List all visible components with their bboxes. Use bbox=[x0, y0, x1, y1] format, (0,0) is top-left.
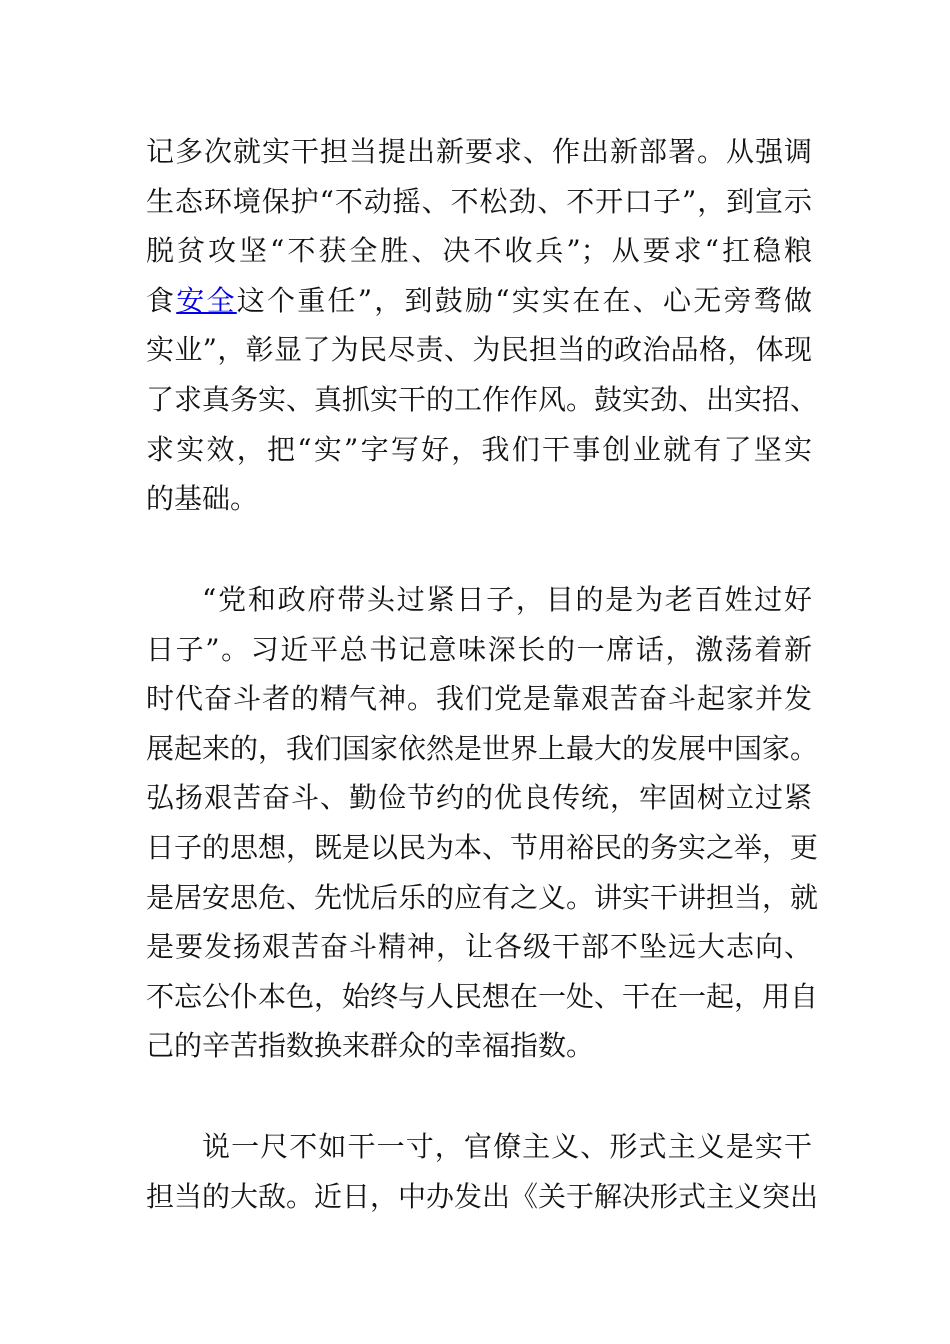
security-link[interactable]: 安全 bbox=[176, 283, 237, 317]
paragraph-line: 生态环境保护“不动摇、不松劲、不开口子”，到宣示 bbox=[146, 184, 812, 218]
paragraph-line: 不忘公仆本色，始终与人民想在一处、干在一起，用自 bbox=[146, 979, 819, 1013]
paragraph-line: 弘扬艰苦奋斗、勤俭节约的优良传统，牢固树立过紧 bbox=[146, 781, 812, 815]
paragraph-line: 日子的思想，既是以民为本、节用裕民的务实之举，更 bbox=[146, 830, 819, 864]
paragraph-1 bbox=[146, 127, 819, 524]
paragraph-line: 说一尺不如干一寸，官僚主义、形式主义是实干 bbox=[202, 1130, 812, 1163]
paragraph-line: 脱贫攻坚“不获全胜、决不收兵”；从要求“扛稳粮 bbox=[146, 234, 812, 268]
paragraph-2 bbox=[146, 575, 819, 1071]
paragraph-line: 己的辛苦指数换来群众的幸福指数。 bbox=[146, 1029, 595, 1063]
paragraph-line: “党和政府带头过紧日子，目的是为老百姓过好 bbox=[202, 583, 812, 616]
paragraph-line bbox=[146, 276, 812, 326]
paragraph-line: 记多次就实干担当提出新要求、作出新部署。从强调 bbox=[146, 135, 812, 168]
paragraph-3 bbox=[146, 1122, 819, 1221]
paragraph-line: 日子”。习近平总书记意味深长的一席话，激荡着新 bbox=[146, 632, 812, 666]
paragraph-line: 实业”，彰显了为民尽责、为民担当的政治品格，体现 bbox=[146, 333, 812, 367]
paragraph-line: 是居安思危、先忧后乐的应有之义。讲实干讲担当，就 bbox=[146, 880, 819, 914]
paragraph-line: 了求真务实、真抓实干的工作作风。鼓实劲、出实招、 bbox=[146, 382, 819, 416]
line-text-after-link: 这个重任”，到鼓励“实实在在、心无旁骛做 bbox=[236, 283, 812, 317]
paragraph-line: 担当的大敌。近日，中办发出《关于解决形式主义突出 bbox=[146, 1179, 819, 1213]
paragraph-line: 展起来的，我们国家依然是世界上最大的发展中国家。 bbox=[146, 731, 819, 765]
paragraph-line: 时代奋斗者的精气神。我们党是靠艰苦奋斗起家并发 bbox=[146, 682, 812, 716]
paragraph-line: 的基础。 bbox=[146, 482, 259, 516]
paragraph-line: 求实效，把“实”字写好，我们干事创业就有了坚实 bbox=[146, 432, 812, 466]
line-text-before-link: 食 bbox=[146, 283, 177, 317]
paragraph-line: 是要发扬艰苦奋斗精神，让各级干部不坠远大志向、 bbox=[146, 930, 812, 964]
